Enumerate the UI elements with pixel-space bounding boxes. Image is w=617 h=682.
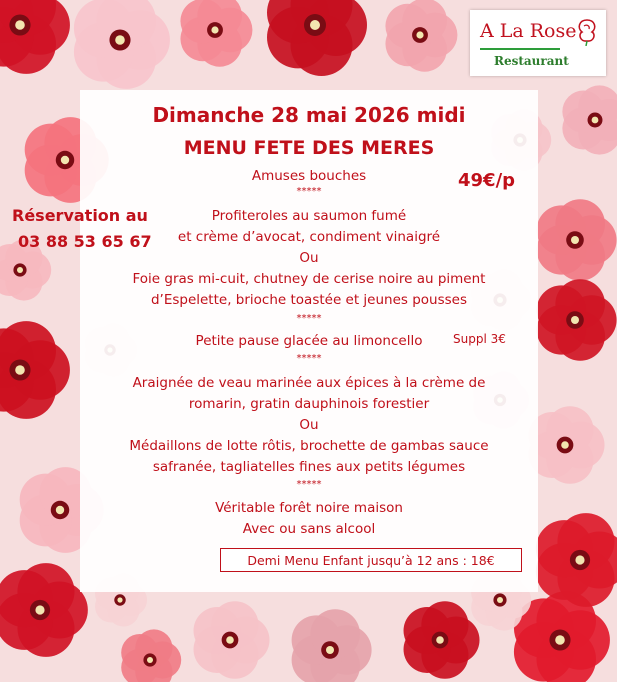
- menu-line: Avec ou sans alcool: [242, 521, 376, 537]
- menu-line: et crème d’avocat, condiment vinaigré: [177, 229, 441, 245]
- menu-separator: *****: [296, 313, 322, 324]
- menu-line: safranée, tagliatelles fines aux petits légumes: [152, 459, 466, 475]
- flower-decoration: [0, 0, 70, 74]
- rose-icon: [574, 16, 600, 46]
- menu-line: d’Espelette, brioche toastée et jeunes pousses: [150, 292, 468, 308]
- menu-separator: *****: [296, 186, 322, 197]
- reservation-label: Réservation au: [12, 206, 148, 225]
- flower-decoration: [194, 601, 270, 678]
- kids-menu-box: [220, 548, 522, 572]
- flower-decoration: [0, 321, 70, 419]
- menu-line: Ou: [299, 417, 319, 433]
- flower-decoration: [562, 85, 617, 154]
- reservation-phone: 03 88 53 65 67: [18, 232, 152, 251]
- menu-line: Petite pause glacée au limoncello: [195, 333, 423, 349]
- menu-line: Véritable forêt noire maison: [215, 500, 403, 516]
- flower-decoration: [74, 0, 170, 89]
- flower-decoration: [0, 563, 88, 657]
- kids-menu-text: Demi Menu Enfant jusqu’à 12 ans : 18€: [247, 553, 495, 568]
- flower-decoration: [267, 0, 367, 76]
- flower-decoration: [537, 199, 617, 281]
- supplement-note: Suppl 3€: [453, 332, 506, 346]
- menu-line: Foie gras mi-cuit, chutney de cerise noire au piment: [132, 271, 486, 287]
- menu-separator: *****: [296, 353, 322, 364]
- menu-date: Dimanche 28 mai 2026 midi: [152, 103, 466, 127]
- logo-subtitle: Restaurant: [494, 54, 569, 68]
- menu-line: Profiteroles au saumon fumé: [211, 208, 407, 224]
- menu-line: romarin, gratin dauphinois forestier: [188, 396, 430, 412]
- menu-separator: *****: [296, 479, 322, 490]
- flower-decoration: [180, 0, 252, 67]
- flower-decoration: [385, 0, 457, 72]
- menu-price: 49€/p: [458, 170, 516, 191]
- menu-line: Amuses bouches: [251, 168, 367, 184]
- menu-line: Médaillons de lotte rôtis, brochette de gambas sauce: [129, 438, 489, 454]
- flower-decoration: [537, 279, 617, 361]
- flower-decoration: [529, 406, 605, 483]
- flower-decoration: [404, 601, 480, 678]
- flower-decoration: [536, 513, 617, 607]
- logo-name: A La Rose: [480, 20, 577, 42]
- flower-decoration: [121, 629, 181, 682]
- logo-underline: [480, 48, 560, 50]
- restaurant-logo: [470, 10, 606, 76]
- flower-decoration: [292, 609, 372, 682]
- menu-line: Ou: [299, 250, 319, 266]
- menu-title: MENU FETE DES MERES: [183, 137, 435, 159]
- menu-line: Araignée de veau marinée aux épices à la crème de: [132, 375, 486, 391]
